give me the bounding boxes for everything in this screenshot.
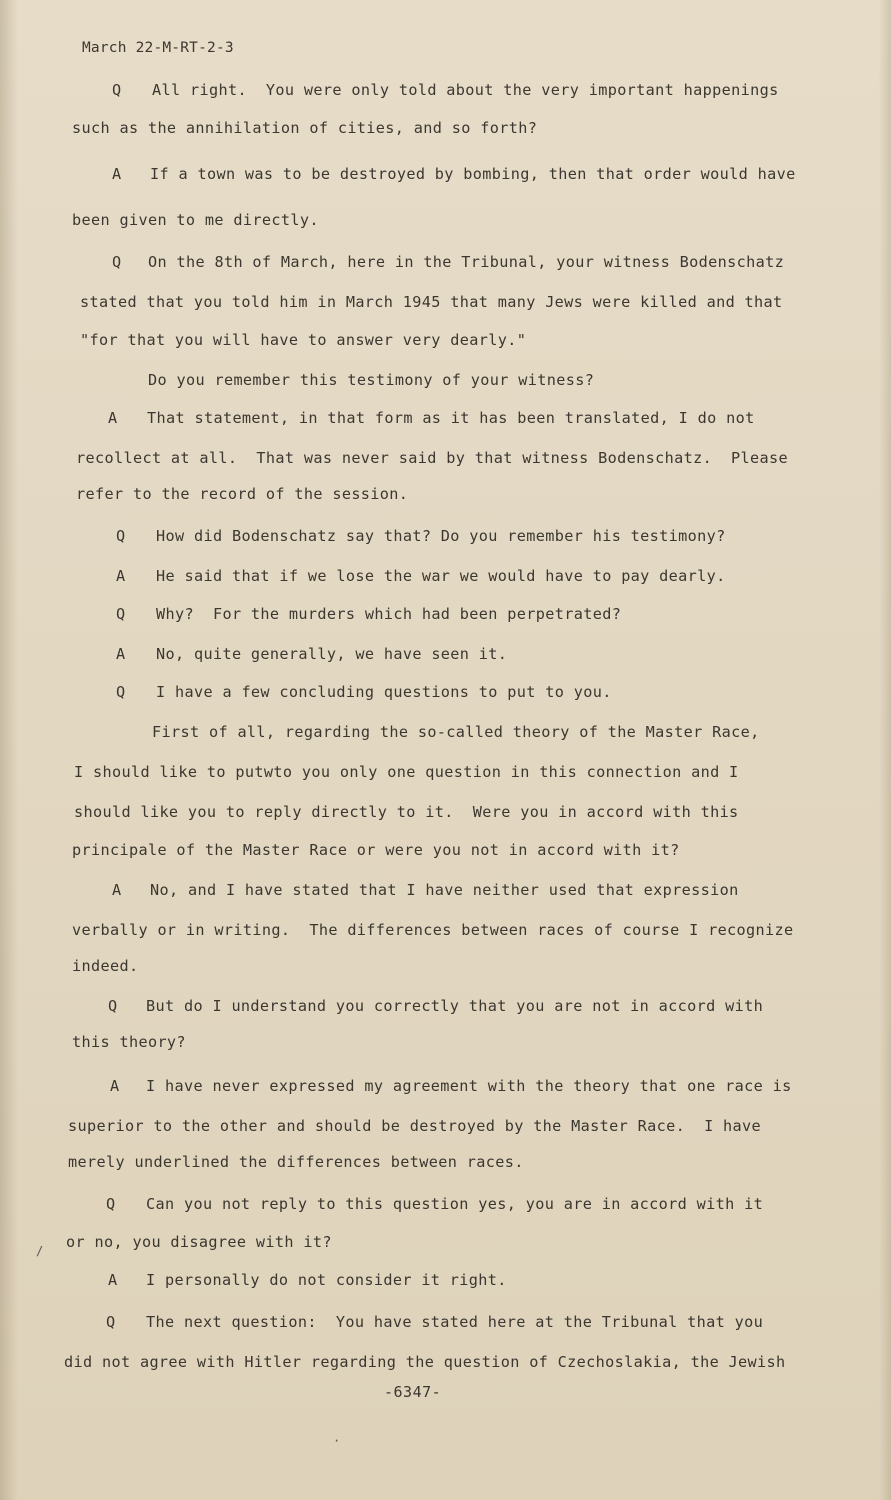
speaker-label: Q xyxy=(106,1195,116,1213)
speaker-label: Q xyxy=(106,1313,116,1331)
transcript-line: But do I understand you correctly that you are not in accord with xyxy=(146,997,764,1015)
stray-mark: / xyxy=(36,1244,44,1258)
transcript-line: That statement, in that form as it has been translated, I do not xyxy=(147,409,755,427)
transcript-line: merely underlined the differences between races. xyxy=(68,1153,524,1171)
page-edge-shadow-left xyxy=(0,0,18,1500)
transcript-line: I should like to putwto you only one question in this connection and I xyxy=(74,763,739,781)
speaker-label: Q xyxy=(116,683,126,701)
transcript-line: this theory? xyxy=(72,1033,186,1051)
speaker-label: A xyxy=(108,1271,118,1289)
transcript-line: indeed. xyxy=(72,957,139,975)
transcript-line: "for that you will have to answer very dearly." xyxy=(80,331,527,349)
speaker-label: A xyxy=(116,567,126,585)
transcript-line: I have never expressed my agreement with the theory that one race is xyxy=(146,1077,792,1095)
transcript-line: such as the annihilation of cities, and so forth? xyxy=(72,119,538,137)
speaker-label: Q xyxy=(116,527,126,545)
transcript-line: How did Bodenschatz say that? Do you remember his testimony? xyxy=(156,527,726,545)
speaker-label: Q xyxy=(112,81,122,99)
stray-mark: · xyxy=(333,1434,341,1448)
transcript-line: If a town was to be destroyed by bombing, then that order would have xyxy=(150,165,796,183)
transcript-line: Why? For the murders which had been perpetrated? xyxy=(156,605,622,623)
transcript-line: He said that if we lose the war we would have to pay dearly. xyxy=(156,567,726,585)
transcript-line: or no, you disagree with it? xyxy=(66,1233,332,1251)
transcript-line: been given to me directly. xyxy=(72,211,319,229)
speaker-label: A xyxy=(112,165,122,183)
speaker-label: Q xyxy=(108,997,118,1015)
transcript-line: recollect at all. That was never said by that witness Bodenschatz. Please xyxy=(76,449,789,467)
speaker-label: A xyxy=(112,881,122,899)
transcript-line: should like you to reply directly to it. Were you in accord with this xyxy=(74,803,739,821)
speaker-label: A xyxy=(110,1077,120,1095)
speaker-label: Q xyxy=(112,253,122,271)
page-number: -6347- xyxy=(384,1383,442,1401)
page-header: March 22-M-RT-2-3 xyxy=(82,40,234,56)
transcript-line: I personally do not consider it right. xyxy=(146,1271,507,1289)
transcript-line: did not agree with Hitler regarding the question of Czechoslakia, the Jewish xyxy=(64,1353,786,1371)
transcript-line: I have a few concluding questions to put to you. xyxy=(156,683,612,701)
transcript-line: superior to the other and should be destroyed by the Master Race. I have xyxy=(68,1117,762,1135)
transcript-line: The next question: You have stated here at the Tribunal that you xyxy=(146,1313,764,1331)
transcript-line: Do you remember this testimony of your witness? xyxy=(148,371,595,389)
speaker-label: A xyxy=(116,645,126,663)
page-edge-shadow-right xyxy=(879,0,891,1500)
transcript-line: No, quite generally, we have seen it. xyxy=(156,645,508,663)
transcript-line: All right. You were only told about the very important happenings xyxy=(152,81,779,99)
transcript-line: verbally or in writing. The differences between races of course I recognize xyxy=(72,921,794,939)
transcript-line: principale of the Master Race or were you not in accord with it? xyxy=(72,841,680,859)
speaker-label: A xyxy=(108,409,118,427)
transcript-line: On the 8th of March, here in the Tribunal, your witness Bodenschatz xyxy=(148,253,785,271)
speaker-label: Q xyxy=(116,605,126,623)
transcript-line: Can you not reply to this question yes, you are in accord with it xyxy=(146,1195,764,1213)
transcript-line: First of all, regarding the so-called theory of the Master Race, xyxy=(152,723,760,741)
transcript-line: No, and I have stated that I have neither used that expression xyxy=(150,881,739,899)
transcript-line: refer to the record of the session. xyxy=(76,485,409,503)
transcript-line: stated that you told him in March 1945 that many Jews were killed and that xyxy=(80,293,783,311)
